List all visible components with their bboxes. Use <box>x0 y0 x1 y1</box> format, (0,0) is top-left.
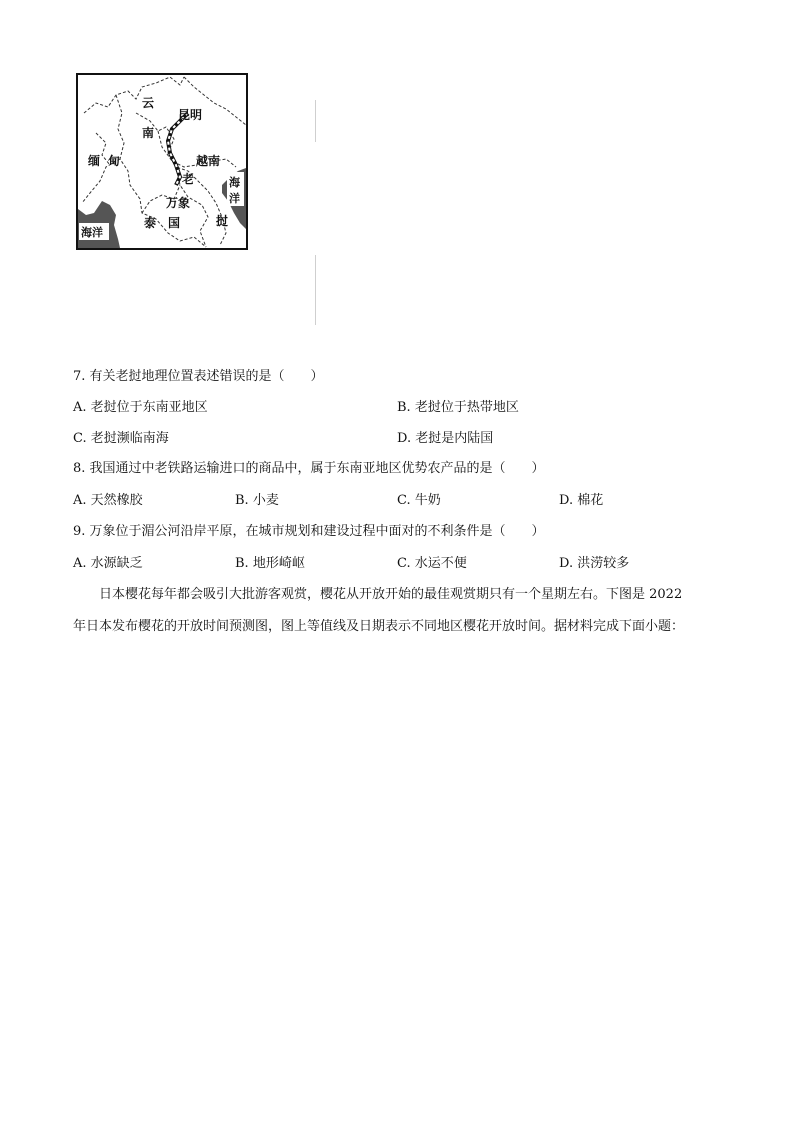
question-8-option-d[interactable]: D. 棉花 <box>559 493 604 508</box>
label-ocean-right-2: 洋 <box>229 192 240 205</box>
sakura-intro-line-1: 日本樱花每年都会吸引大批游客观赏，樱花从开放开始的最佳观赏期只有一个星期左右。下图是 2022 <box>99 587 683 602</box>
label-laos-1: 老 <box>182 172 195 186</box>
question-8-option-b[interactable]: B. 小麦 <box>235 493 279 508</box>
question-9-stem: 9. 万象位于湄公河沿岸平原，在城市规划和建设过程中面对的不利条件是（ ） <box>73 524 545 539</box>
question-7-option-b[interactable]: B. 老挝位于热带地区 <box>397 400 519 415</box>
label-ocean-left: 海洋 <box>81 226 103 239</box>
label-vietnam: 越南 <box>196 154 221 168</box>
question-9-option-b[interactable]: B. 地形崎岖 <box>235 556 305 571</box>
map-svg <box>76 73 248 250</box>
question-7-stem: 7. 有关老挝地理位置表述错误的是（ ） <box>73 369 324 384</box>
label-ocean-right-1: 海 <box>229 176 240 189</box>
label-myanmar-2: 甸 <box>108 154 121 168</box>
question-9-option-c[interactable]: C. 水运不便 <box>397 556 467 571</box>
label-yunnan-1: 云 <box>142 96 155 110</box>
sakura-intro-line-2: 年日本发布樱花的开放时间预测图，图上等值线及日期表示不同地区樱花开放时间。据材料完成下面小题： <box>73 619 685 634</box>
label-vientiane: 万象 <box>166 196 191 210</box>
laos-railway-map <box>76 73 248 250</box>
label-thailand-2: 国 <box>168 216 181 230</box>
question-7-option-d[interactable]: D. 老挝是内陆国 <box>397 431 494 446</box>
question-9-option-d[interactable]: D. 洪涝较多 <box>559 556 630 571</box>
question-7-option-a[interactable]: A. 老挝位于东南亚地区 <box>73 400 208 415</box>
faint-divider-2 <box>315 255 316 325</box>
question-9-option-a[interactable]: A. 水源缺乏 <box>73 556 143 571</box>
label-laos-2: 挝 <box>216 214 229 228</box>
question-8-option-c[interactable]: C. 牛奶 <box>397 493 441 508</box>
question-8-stem: 8. 我国通过中老铁路运输进口的商品中，属于东南亚地区优势农产品的是（ ） <box>73 461 545 476</box>
label-kunming: 昆明 <box>178 108 203 122</box>
label-yunnan-2: 南 <box>142 126 155 140</box>
question-7-option-c[interactable]: C. 老挝濒临南海 <box>73 431 169 446</box>
label-myanmar-1: 缅 <box>88 154 101 168</box>
label-thailand-1: 泰 <box>144 216 157 230</box>
question-8-option-a[interactable]: A. 天然橡胶 <box>73 493 143 508</box>
faint-divider-1 <box>315 100 316 142</box>
